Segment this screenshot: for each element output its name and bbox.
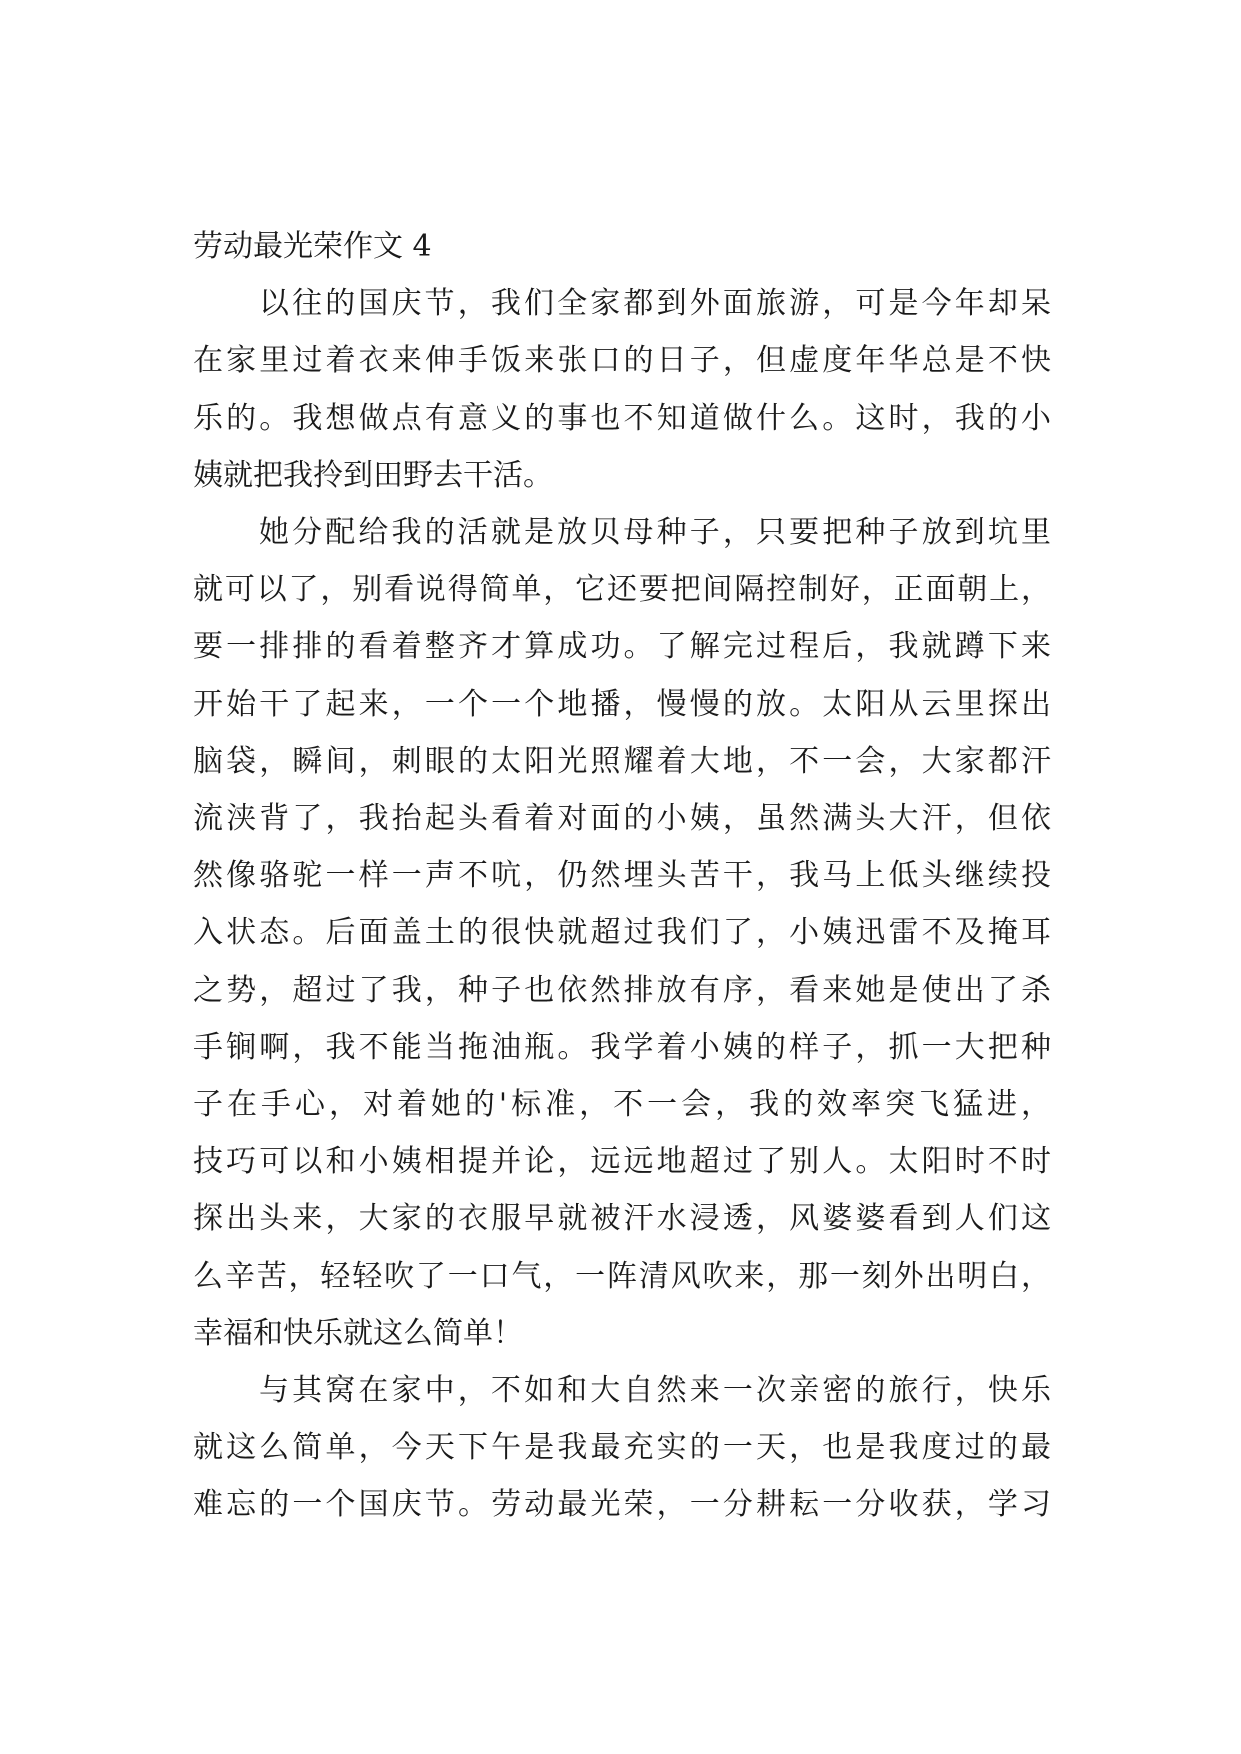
text-line: 手锏啊，我不能当拖油瓶。我学着小姨的样子，抓一大把种 bbox=[193, 1029, 1051, 1065]
text-line: 就可以了，别看说得简单，它还要把间隔控制好，正面朝上， bbox=[193, 572, 1051, 608]
paragraph-1 bbox=[193, 275, 1051, 504]
text-line: 姨就把我拎到田野去干活。 bbox=[193, 457, 553, 493]
text-line: 要一排排的看着整齐才算成功。了解完过程后，我就蹲下来 bbox=[193, 629, 1051, 665]
text-line: 入状态。后面盖土的很快就超过我们了，小姨迅雷不及掩耳 bbox=[193, 915, 1051, 951]
text-line: 她分配给我的活就是放贝母种子，只要把种子放到坑里 bbox=[259, 515, 1051, 551]
text-line: 难忘的一个国庆节。劳动最光荣，一分耕耘一分收获，学习 bbox=[193, 1487, 1051, 1523]
text-line: 在家里过着衣来伸手饭来张口的日子，但虚度年华总是不快 bbox=[193, 343, 1051, 379]
paragraph-2 bbox=[193, 504, 1051, 1362]
text-line: 幸福和快乐就这么简单！ bbox=[193, 1315, 523, 1351]
text-line: 以往的国庆节，我们全家都到外面旅游，可是今年却呆 bbox=[259, 286, 1051, 322]
text-line: 然像骆驼一样一声不吭，仍然埋头苦干，我马上低头继续投 bbox=[193, 858, 1051, 894]
text-line: 就这么简单，今天下午是我最充实的一天，也是我度过的最 bbox=[193, 1430, 1051, 1466]
text-line: 子在手心，对着她的'标准，不一会，我的效率突飞猛进， bbox=[193, 1087, 1051, 1123]
text-line: 之势，超过了我，种子也依然排放有序，看来她是使出了杀 bbox=[193, 972, 1051, 1008]
text-line: 流浃背了，我抬起头看着对面的小姨，虽然满头大汗，但依 bbox=[193, 801, 1051, 837]
text-line: 技巧可以和小姨相提并论，远远地超过了别人。太阳时不时 bbox=[193, 1144, 1051, 1180]
text-line: 乐的。我想做点有意义的事也不知道做什么。这时，我的小 bbox=[193, 400, 1051, 436]
document-body bbox=[193, 218, 1051, 1534]
text-line: 探出头来，大家的衣服早就被汗水浸透，风婆婆看到人们这 bbox=[193, 1201, 1051, 1237]
text-line: 么辛苦，轻轻吹了一口气，一阵清风吹来，那一刻外出明白， bbox=[193, 1258, 1051, 1294]
document-title: 劳动最光荣作文 4 bbox=[193, 229, 432, 264]
text-line: 开始干了起来，一个一个地播，慢慢的放。太阳从云里探出 bbox=[193, 686, 1051, 722]
text-line: 脑袋，瞬间，刺眼的太阳光照耀着大地，不一会，大家都汗 bbox=[193, 743, 1051, 779]
paragraph-3 bbox=[193, 1362, 1051, 1534]
text-line: 与其窝在家中，不如和大自然来一次亲密的旅行，快乐 bbox=[259, 1373, 1051, 1409]
